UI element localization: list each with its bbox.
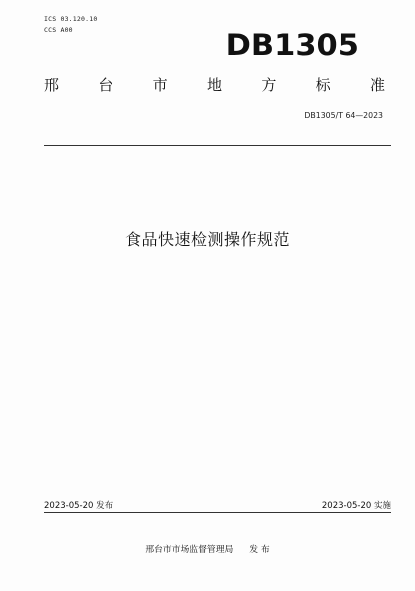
standard-type-char: 市	[152, 76, 168, 94]
implementation-date: 2023-05-20 实施	[321, 501, 391, 511]
ccs-code: CCS A00	[44, 26, 73, 34]
standard-type-char: 方	[261, 76, 277, 94]
standard-type-heading	[44, 74, 385, 95]
standard-type-char: 台	[98, 76, 114, 94]
top-divider	[44, 145, 391, 146]
issue-date: 2023-05-20 发布	[44, 501, 114, 511]
publish-label: 发 布	[249, 545, 270, 555]
standard-logo: DB1305	[225, 28, 359, 62]
document-title: 食品快速检测操作规范	[124, 230, 290, 249]
publisher-name: 邢台市市场监督管理局	[145, 545, 234, 555]
standard-type-char: 地	[206, 76, 222, 94]
standard-number: DB1305/T 64—2023	[304, 111, 383, 120]
publisher-line	[0, 542, 415, 555]
standard-type-char: 准	[369, 76, 385, 94]
standard-type-char: 邢	[44, 76, 60, 94]
bottom-divider	[44, 512, 391, 513]
standard-type-char: 标	[315, 76, 331, 94]
ics-code: ICS 03.120.10	[44, 15, 98, 23]
